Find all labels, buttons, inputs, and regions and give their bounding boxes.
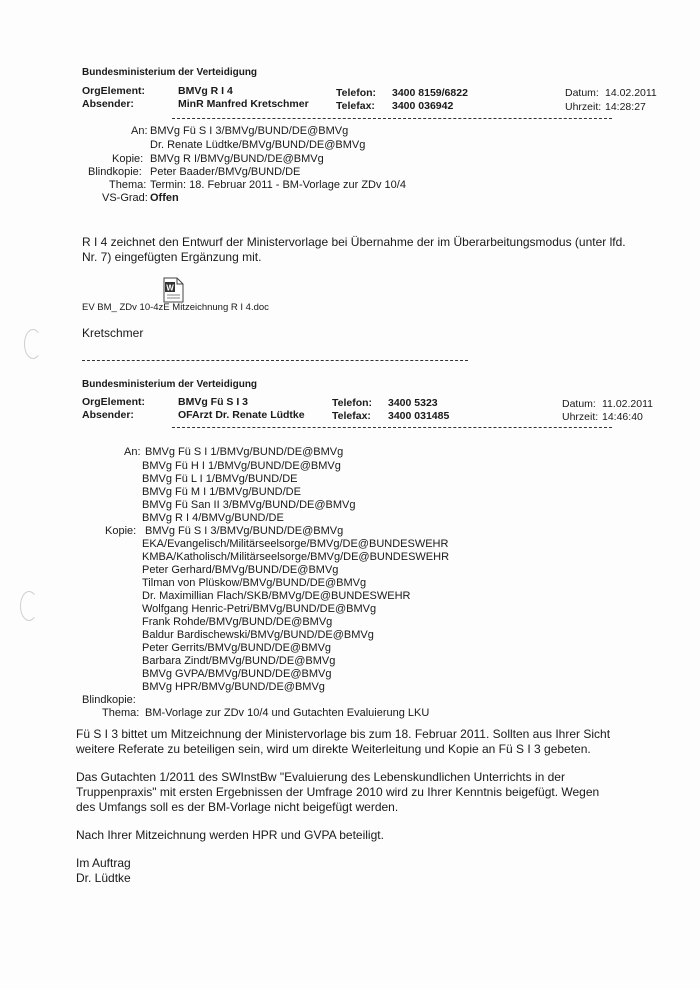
subject-label: Thema:: [102, 707, 140, 719]
cc-recipient: BMVg GVPA/BMVg/BUND/DE@BMVg: [142, 668, 332, 680]
signature: Kretschmer: [82, 326, 144, 340]
closing-signature: Dr. Lüdtke: [76, 871, 131, 885]
body-line: Das Gutachten 1/2011 des SWInstBw "Evaluierung des Lebenskundlichen Unterrichts in der: [76, 770, 565, 784]
header-divider: [172, 427, 612, 428]
time-value: 14:28:27: [605, 101, 646, 113]
subject-value: BM-Vorlage zur ZDv 10/4 und Gutachten Evaluierung LKU: [145, 707, 430, 719]
subject-label: Thema:: [109, 179, 147, 191]
body-line: Fü S I 3 bittet um Mitzeichnung der Ministervorlage bis zum 18. Februar 2011. Sollten aus Ihrer Sicht: [76, 727, 611, 741]
vs-grad-label: VS-Grad:: [102, 192, 148, 204]
ministry-name: Bundesministerium der Verteidigung: [82, 379, 258, 390]
date-value: 11.02.2011: [602, 398, 653, 410]
attachment-filename[interactable]: EV BM_ ZDv 10-4zE Mitzeichnung R I 4.doc: [82, 302, 269, 313]
from-label: Absender:: [82, 409, 134, 421]
cc-recipient: BMVg Fü S I 3/BMVg/BUND/DE@BMVg: [145, 525, 344, 537]
header-divider: [172, 118, 612, 119]
svg-text:W: W: [166, 283, 174, 293]
body-line: des Umfangs soll es der BM-Vorlage nicht beigefügt werden.: [76, 800, 399, 814]
fax-value: 3400 036942: [392, 100, 454, 112]
ministry-name: Bundesministerium der Verteidigung: [82, 67, 258, 78]
cc-recipient: Baldur Bardischewski/BMVg/BUND/DE@BMVg: [142, 629, 374, 641]
bcc-label: Blindkopie:: [82, 694, 136, 706]
tel-label: Telefon:: [336, 87, 377, 99]
to-recipient: BMVg Fü San II 3/BMVg/BUND/DE@BMVg: [142, 499, 356, 511]
time-value: 14:46:40: [602, 411, 643, 423]
cc-recipient: Frank Rohde/BMVg/BUND/DE@BMVg: [142, 616, 333, 628]
org-value: BMVg R I 4: [178, 85, 233, 97]
cc-recipient: Barbara Zindt/BMVg/BUND/DE@BMVg: [142, 655, 336, 667]
org-label: OrgElement:: [82, 85, 146, 97]
time-label: Uhrzeit:: [565, 101, 602, 113]
date-value: 14.02.2011: [605, 87, 657, 99]
cc-recipient: Peter Gerrits/BMVg/BUND/DE@BMVg: [142, 642, 332, 654]
from-value: OFArzt Dr. Renate Lüdtke: [178, 409, 305, 421]
to-recipient: BMVg Fü L I 1/BMVg/BUND/DE: [142, 473, 298, 485]
punch-hole: [20, 591, 38, 621]
time-label: Uhrzeit:: [562, 411, 599, 423]
cc-recipient: Wolfgang Henric-Petri/BMVg/BUND/DE@BMVg: [142, 603, 377, 615]
to-recipient: BMVg Fü M I 1/BMVg/BUND/DE: [142, 486, 301, 498]
cc-recipient: Peter Gerhard/BMVg/BUND/DE@BMVg: [142, 564, 339, 576]
cc-recipient: Dr. Maximillian Flach/SKB/BMVg/DE@BUNDESWEHR: [142, 590, 411, 602]
fax-label: Telefax:: [336, 100, 375, 112]
to-label: An:: [131, 125, 148, 137]
body-line: Nr. 7) eingefügten Ergänzung mit.: [82, 250, 262, 264]
org-label: OrgElement:: [82, 396, 146, 408]
to-recipient: BMVg Fü S I 1/BMVg/BUND/DE@BMVg: [145, 446, 344, 458]
closing-line: Im Auftrag: [76, 856, 131, 870]
bcc-label: Blindkopie:: [88, 166, 142, 178]
date-label: Datum:: [565, 87, 599, 99]
tel-value: 3400 5323: [388, 397, 438, 409]
body-line: Truppenpraxis" mit ersten Ergebnissen der Umfrage 2010 wird zu Ihrer Kenntnis beigefügt. Wegen: [76, 785, 600, 799]
to-recipient: BMVg Fü S I 3/BMVg/BUND/DE@BMVg: [150, 125, 349, 137]
to-recipient: BMVg R I 4/BMVg/BUND/DE: [142, 512, 284, 524]
to-recipient: BMVg Fü H I 1/BMVg/BUND/DE@BMVg: [142, 460, 341, 472]
cc-recipient: BMVg R I/BMVg/BUND/DE@BMVg: [150, 153, 324, 165]
cc-label: Kopie:: [105, 525, 137, 537]
body-line: Nach Ihrer Mitzeichnung werden HPR und GVPA beteiligt.: [76, 828, 384, 842]
fax-value: 3400 031485: [388, 410, 450, 422]
from-value: MinR Manfred Kretschmer: [178, 98, 309, 110]
cc-recipient: BMVg HPR/BMVg/BUND/DE@BMVg: [142, 681, 325, 693]
from-label: Absender:: [82, 98, 134, 110]
word-document-icon[interactable]: [162, 277, 184, 303]
bcc-recipient: Peter Baader/BMVg/BUND/DE: [150, 166, 301, 178]
tel-value: 3400 8159/6822: [392, 87, 468, 99]
cc-recipient: Tilman von Plüskow/BMVg/BUND/DE@BMVg: [142, 577, 367, 589]
tel-label: Telefon:: [332, 397, 373, 409]
to-recipient: Dr. Renate Lüdtke/BMVg/BUND/DE@BMVg: [150, 139, 366, 151]
cc-recipient: KMBA/Katholisch/Militärseelsorge/BMVg/DE@BUNDESWEHR: [142, 551, 450, 563]
cc-recipient: EKA/Evangelisch/Militärseelsorge/BMVg/DE@BUNDESWEHR: [142, 538, 449, 550]
org-value: BMVg Fü S I 3: [178, 396, 249, 408]
body-line: weitere Referate zu beteiligen sein, wird um direkte Weiterleitung und Kopie an Fü S I 3 gebeten.: [76, 742, 591, 756]
to-label: An:: [124, 446, 141, 458]
subject-value: Termin: 18. Februar 2011 - BM-Vorlage zur ZDv 10/4: [150, 179, 406, 191]
vs-grad-value: Offen: [150, 192, 179, 204]
fax-label: Telefax:: [332, 410, 371, 422]
body-line: R I 4 zeichnet den Entwurf der Ministervorlage bei Übernahme der im Überarbeitungsmodus (unter lfd.: [82, 235, 626, 249]
date-label: Datum:: [562, 398, 596, 410]
punch-hole: [24, 329, 42, 359]
cc-label: Kopie:: [112, 153, 144, 165]
email-separator: [82, 360, 468, 361]
